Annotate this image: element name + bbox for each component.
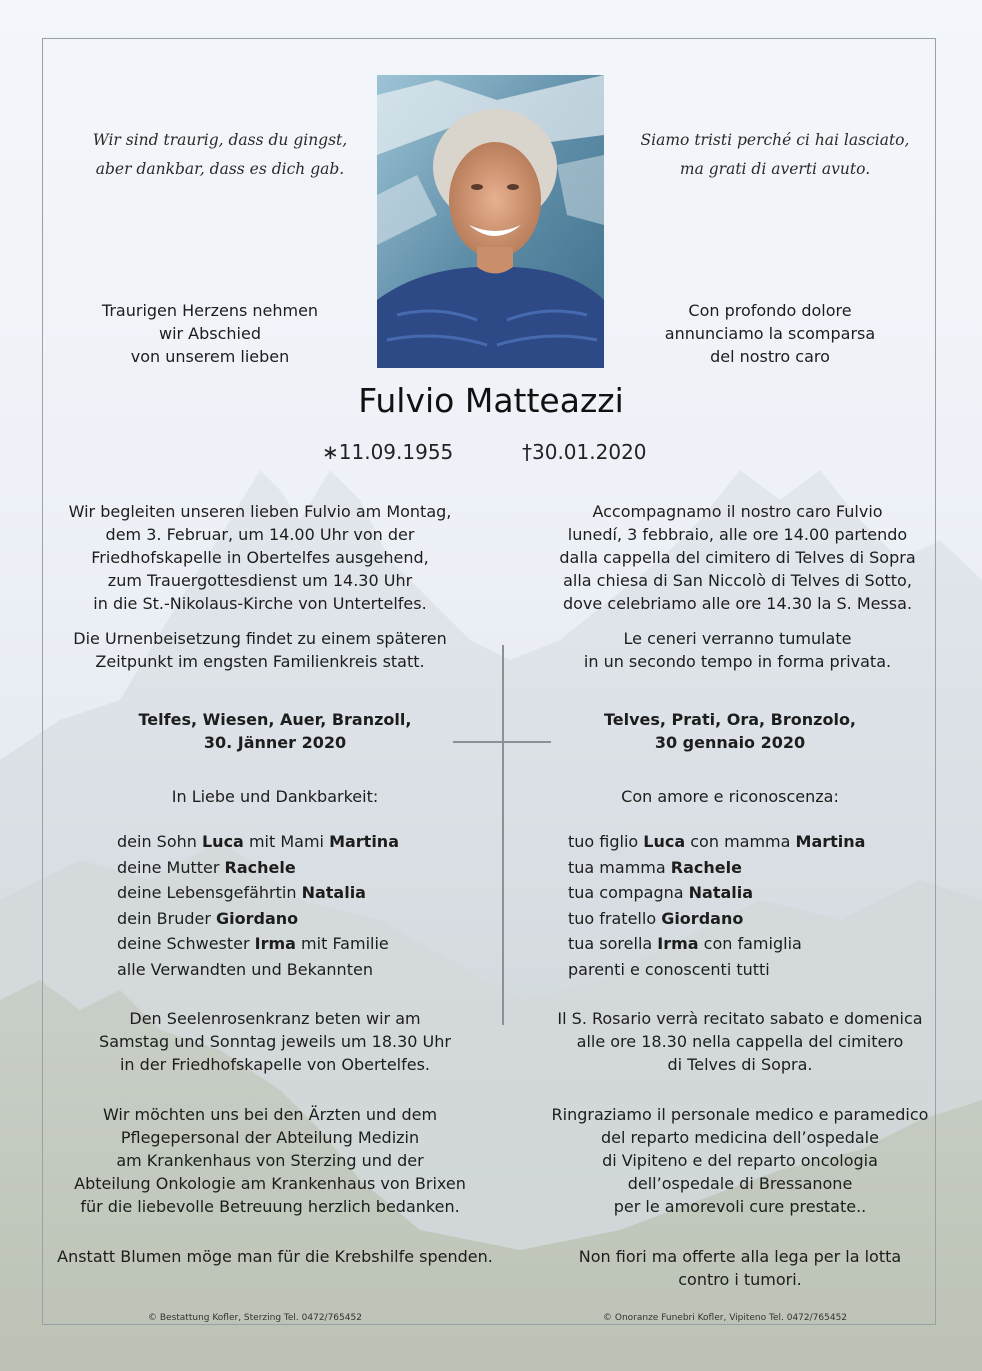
death-date	[522, 440, 647, 464]
funeral-italian	[515, 500, 960, 615]
quote-german	[60, 126, 380, 184]
text-line: dalla cappella del cimitero di Telves di Sopra	[559, 548, 916, 567]
intro-line: von unserem lieben	[130, 347, 290, 366]
text: deine Mutter	[117, 857, 225, 877]
thanks-german	[50, 1103, 490, 1218]
text-line: in der Friedhofskapelle von Obertelfes.	[119, 1055, 431, 1074]
text-line: dem 3. Februar, um 14.00 Uhr von der	[105, 525, 415, 544]
text: deine Lebensgefährtin	[117, 883, 302, 902]
place-date-italian	[565, 708, 895, 754]
text: alle Verwandten und Bekannten	[117, 959, 373, 979]
name: Irma	[657, 934, 699, 953]
text-line: Zeitpunkt im engsten Familienkreis statt.	[95, 652, 425, 671]
text: dein Sohn	[117, 832, 202, 851]
name: Rachele	[224, 857, 296, 877]
intro-line: Traurigen Herzens nehmen	[101, 301, 319, 320]
birth-star-icon: ∗	[322, 440, 339, 464]
text-line: in die St.-Nikolaus-Kirche von Untertelfes.	[93, 594, 427, 613]
quote-line: Wir sind traurig, dass du gingst,	[92, 131, 348, 149]
intro-italian	[625, 299, 915, 368]
text: parenti e conoscenti tutti	[568, 959, 770, 979]
quote-italian	[610, 126, 940, 184]
text-line: 30 gennaio 2020	[654, 733, 806, 752]
text-line: Abteilung Onkologie am Krankenhaus von Brixen	[74, 1174, 466, 1193]
text-line: Friedhofskapelle in Obertelfes ausgehend,	[91, 548, 429, 567]
text-line: Den Seelenrosenkranz beten wir am	[129, 1009, 421, 1028]
mourner-line	[568, 906, 918, 932]
intro-line: annunciamo la scomparsa	[664, 324, 876, 343]
text-line: Pflegepersonal der Abteilung Medizin	[120, 1128, 420, 1147]
text: tuo figlio	[568, 832, 644, 851]
text-line: zum Trauergottesdienst um 14.30 Uhr	[107, 571, 413, 590]
footer-german: © Bestattung Kofler, Sterzing Tel. 0472/765452	[148, 1313, 362, 1323]
text-line: del reparto medicina dell’ospedale	[601, 1128, 879, 1147]
text-line: di Vipiteno e del reparto oncologia	[602, 1151, 878, 1170]
mourner-line	[568, 931, 918, 957]
urn-italian	[515, 627, 960, 673]
mourner-line	[117, 880, 447, 906]
name: Rachele	[670, 857, 742, 877]
text: tua compagna	[568, 883, 689, 902]
mourners-italian	[568, 829, 918, 982]
text: dein Bruder	[117, 908, 217, 928]
text-line: dell’ospedale di Bressanone	[627, 1174, 853, 1193]
text-line: Wir begleiten unseren lieben Fulvio am Montag,	[68, 502, 452, 521]
text: con famiglia	[698, 934, 802, 953]
mourner-line	[117, 829, 447, 855]
mourner-line	[117, 906, 447, 932]
text-line: in un secondo tempo in forma privata.	[583, 652, 892, 671]
text: tua mamma	[568, 857, 671, 877]
text: tuo fratello	[568, 908, 662, 928]
death-date-value: 30.01.2020	[532, 440, 647, 464]
portrait-image	[377, 75, 604, 368]
text-line: alle ore 18.30 nella cappella del cimitero	[576, 1032, 904, 1051]
text-line: am Krankenhaus von Sterzing und der	[116, 1151, 424, 1170]
birth-date-value: 11.09.1955	[338, 440, 454, 464]
text-line: Telfes, Wiesen, Auer, Branzoll,	[138, 710, 412, 729]
rosary-german	[65, 1007, 485, 1076]
portrait-photo	[377, 75, 604, 368]
quote-line: ma grati di averti avuto.	[679, 160, 871, 178]
text-line: Samstag und Sonntag jeweils um 18.30 Uhr	[99, 1032, 451, 1051]
rosary-italian	[520, 1007, 960, 1076]
name: Irma	[254, 934, 296, 953]
mourner-line	[117, 957, 447, 983]
greeting-german: In Liebe und Dankbarkeit:	[171, 787, 379, 806]
text-line: di Telves di Sopra.	[667, 1055, 813, 1074]
death-cross-icon: †	[522, 440, 532, 464]
text: mit Mami	[243, 832, 330, 851]
text-line: Ringraziamo il personale medico e paramedico	[551, 1105, 929, 1124]
text-line: Non fiori ma offerte alla lega per la lotta	[578, 1247, 902, 1266]
thanks-italian	[520, 1103, 960, 1218]
birth-date	[322, 440, 453, 464]
flowers-italian	[520, 1245, 960, 1291]
greeting-italian: Con amore e riconoscenza:	[621, 787, 839, 806]
text-line: für die liebevolle Betreuung herzlich bedanken.	[80, 1197, 460, 1216]
footer-italian: © Onoranze Funebri Kofler, Vipiteno Tel. 0472/765452	[603, 1313, 848, 1323]
name: Giordano	[216, 908, 299, 928]
urn-german	[45, 627, 475, 673]
place-date-german	[110, 708, 440, 754]
quote-line: aber dankbar, dass es dich gab.	[95, 160, 345, 178]
funeral-german	[45, 500, 475, 615]
intro-german	[60, 299, 360, 368]
text-line: Le ceneri verranno tumulate	[623, 629, 852, 648]
mourner-line	[568, 880, 918, 906]
text-line: contro i tumori.	[678, 1270, 802, 1289]
text-line: Il S. Rosario verrà recitato sabato e domenica	[557, 1009, 923, 1028]
name: Luca	[201, 832, 244, 851]
name: Natalia	[301, 883, 366, 902]
intro-line: wir Abschied	[158, 324, 261, 343]
name: Giordano	[661, 908, 744, 928]
name: Martina	[329, 832, 399, 851]
text-line: Telves, Prati, Ora, Bronzolo,	[603, 710, 857, 729]
text: con mamma	[685, 832, 796, 851]
text-line: lunedí, 3 febbraio, alle ore 14.00 partendo	[567, 525, 908, 544]
cross-horizontal	[453, 741, 551, 743]
text: mit Familie	[295, 934, 389, 953]
text-line: Die Urnenbeisetzung findet zu einem späteren	[73, 629, 447, 648]
text: tua sorella	[568, 934, 658, 953]
intro-line: Con profondo dolore	[688, 301, 852, 320]
mourner-line	[568, 829, 918, 855]
text-line: dove celebriamo alle ore 14.30 la S. Messa.	[562, 594, 913, 613]
text-line: Accompagnamo il nostro caro Fulvio	[592, 502, 883, 521]
name: Natalia	[688, 883, 754, 902]
mourner-line	[117, 931, 447, 957]
text-line: 30. Jänner 2020	[203, 733, 347, 752]
mourner-line	[568, 957, 918, 983]
flowers-german	[45, 1245, 505, 1268]
deceased-name: Fulvio Matteazzi	[358, 381, 624, 420]
quote-line: Siamo tristi perché ci hai lasciato,	[640, 131, 910, 149]
text-line: per le amorevoli cure prestate..	[613, 1197, 867, 1216]
text-line: Anstatt Blumen möge man für die Krebshilfe spenden.	[57, 1247, 493, 1266]
text-line: Wir möchten uns bei den Ärzten und dem	[102, 1105, 438, 1124]
cross-vertical	[502, 645, 504, 1025]
text: deine Schwester	[117, 934, 255, 953]
name: Martina	[795, 832, 866, 851]
intro-line: del nostro caro	[710, 347, 830, 366]
mourners-german	[117, 829, 447, 982]
text-line: alla chiesa di San Niccolò di Telves di Sotto,	[563, 571, 912, 590]
mourner-line	[117, 855, 447, 881]
name: Luca	[643, 832, 686, 851]
mourner-line	[568, 855, 918, 881]
